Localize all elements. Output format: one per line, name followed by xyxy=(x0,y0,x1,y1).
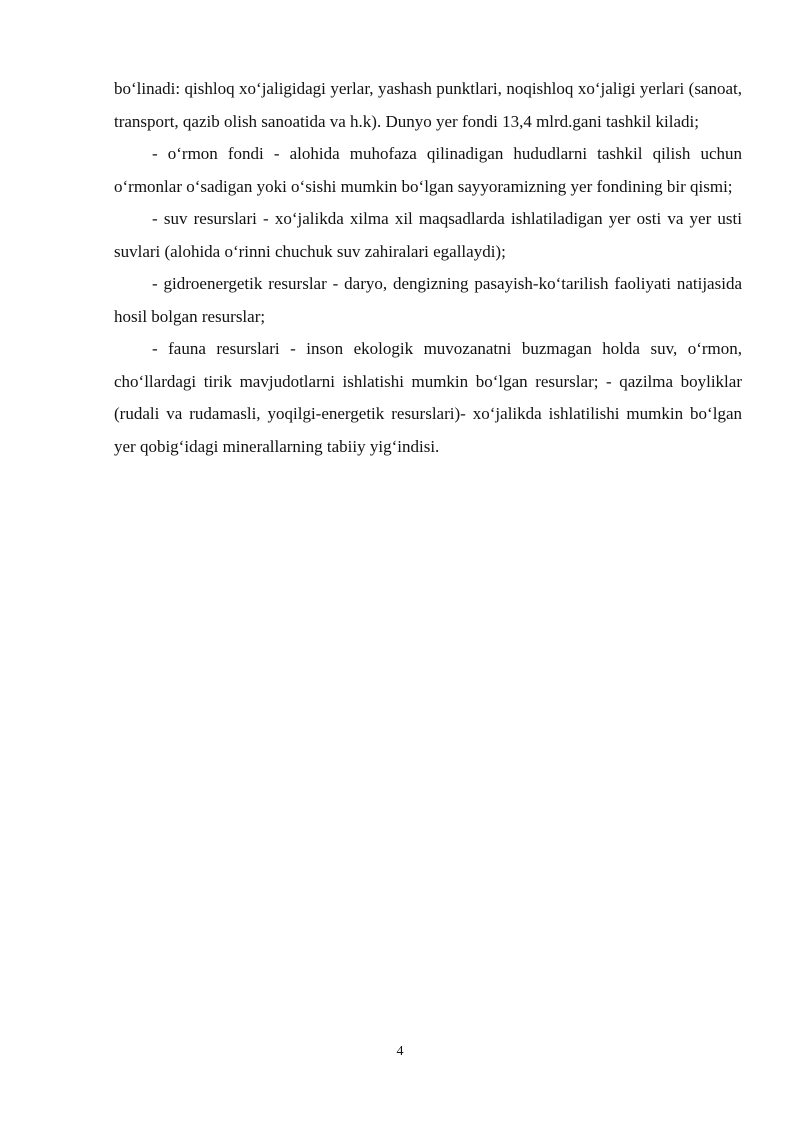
paragraph-forest-fund: - o‘rmon fondi - alohida muhofaza qilinadigan hududlarni tashkil qilish uchun o‘rmonlar o‘sadigan yoki o‘sishi mumkin bo‘lgan sayyoramizning yer fondining bir qismi; xyxy=(114,144,742,196)
paragraph-water-resources: - suv resurslari - xo‘jalikda xilma xil maqsadlarda ishlatiladigan yer osti va yer usti suvlari (alohida o‘rinni chuchuk suv zahiralari egallaydi); xyxy=(114,209,742,261)
paragraph-continuation: bo‘linadi: qishloq xo‘jaligidagi yerlar, yashash punktlari, noqishloq xo‘jaligi yerlari (sanoat, transport, qazib olish sanoatida va h.k). Dunyo yer fondi 13,4 mlrd.gani tashkil kiladi; xyxy=(114,79,742,131)
body-text xyxy=(114,73,742,463)
page-number: 4 xyxy=(396,1044,404,1059)
paragraph-hydropower-resources: - gidroenergetik resurslar - daryo, dengizning pasayish-ko‘tarilish faoliyati natijasida hosil bolgan resurslar; xyxy=(114,274,742,326)
paragraph-fauna-resources: - fauna resurslari - inson ekologik muvozanatni buzmagan holda suv, o‘rmon, cho‘llardagi tirik mavjudotlarni ishlatishi mumkin bo‘lgan resurslar; - qazilma boyliklar (rudali va rudamasli, yoqilgi-energetik resurslari)- xo‘jalikda ishlatilishi mumkin bo‘lgan yer qobig‘idagi minerallarning tabiiy yig‘indisi. xyxy=(114,339,742,456)
